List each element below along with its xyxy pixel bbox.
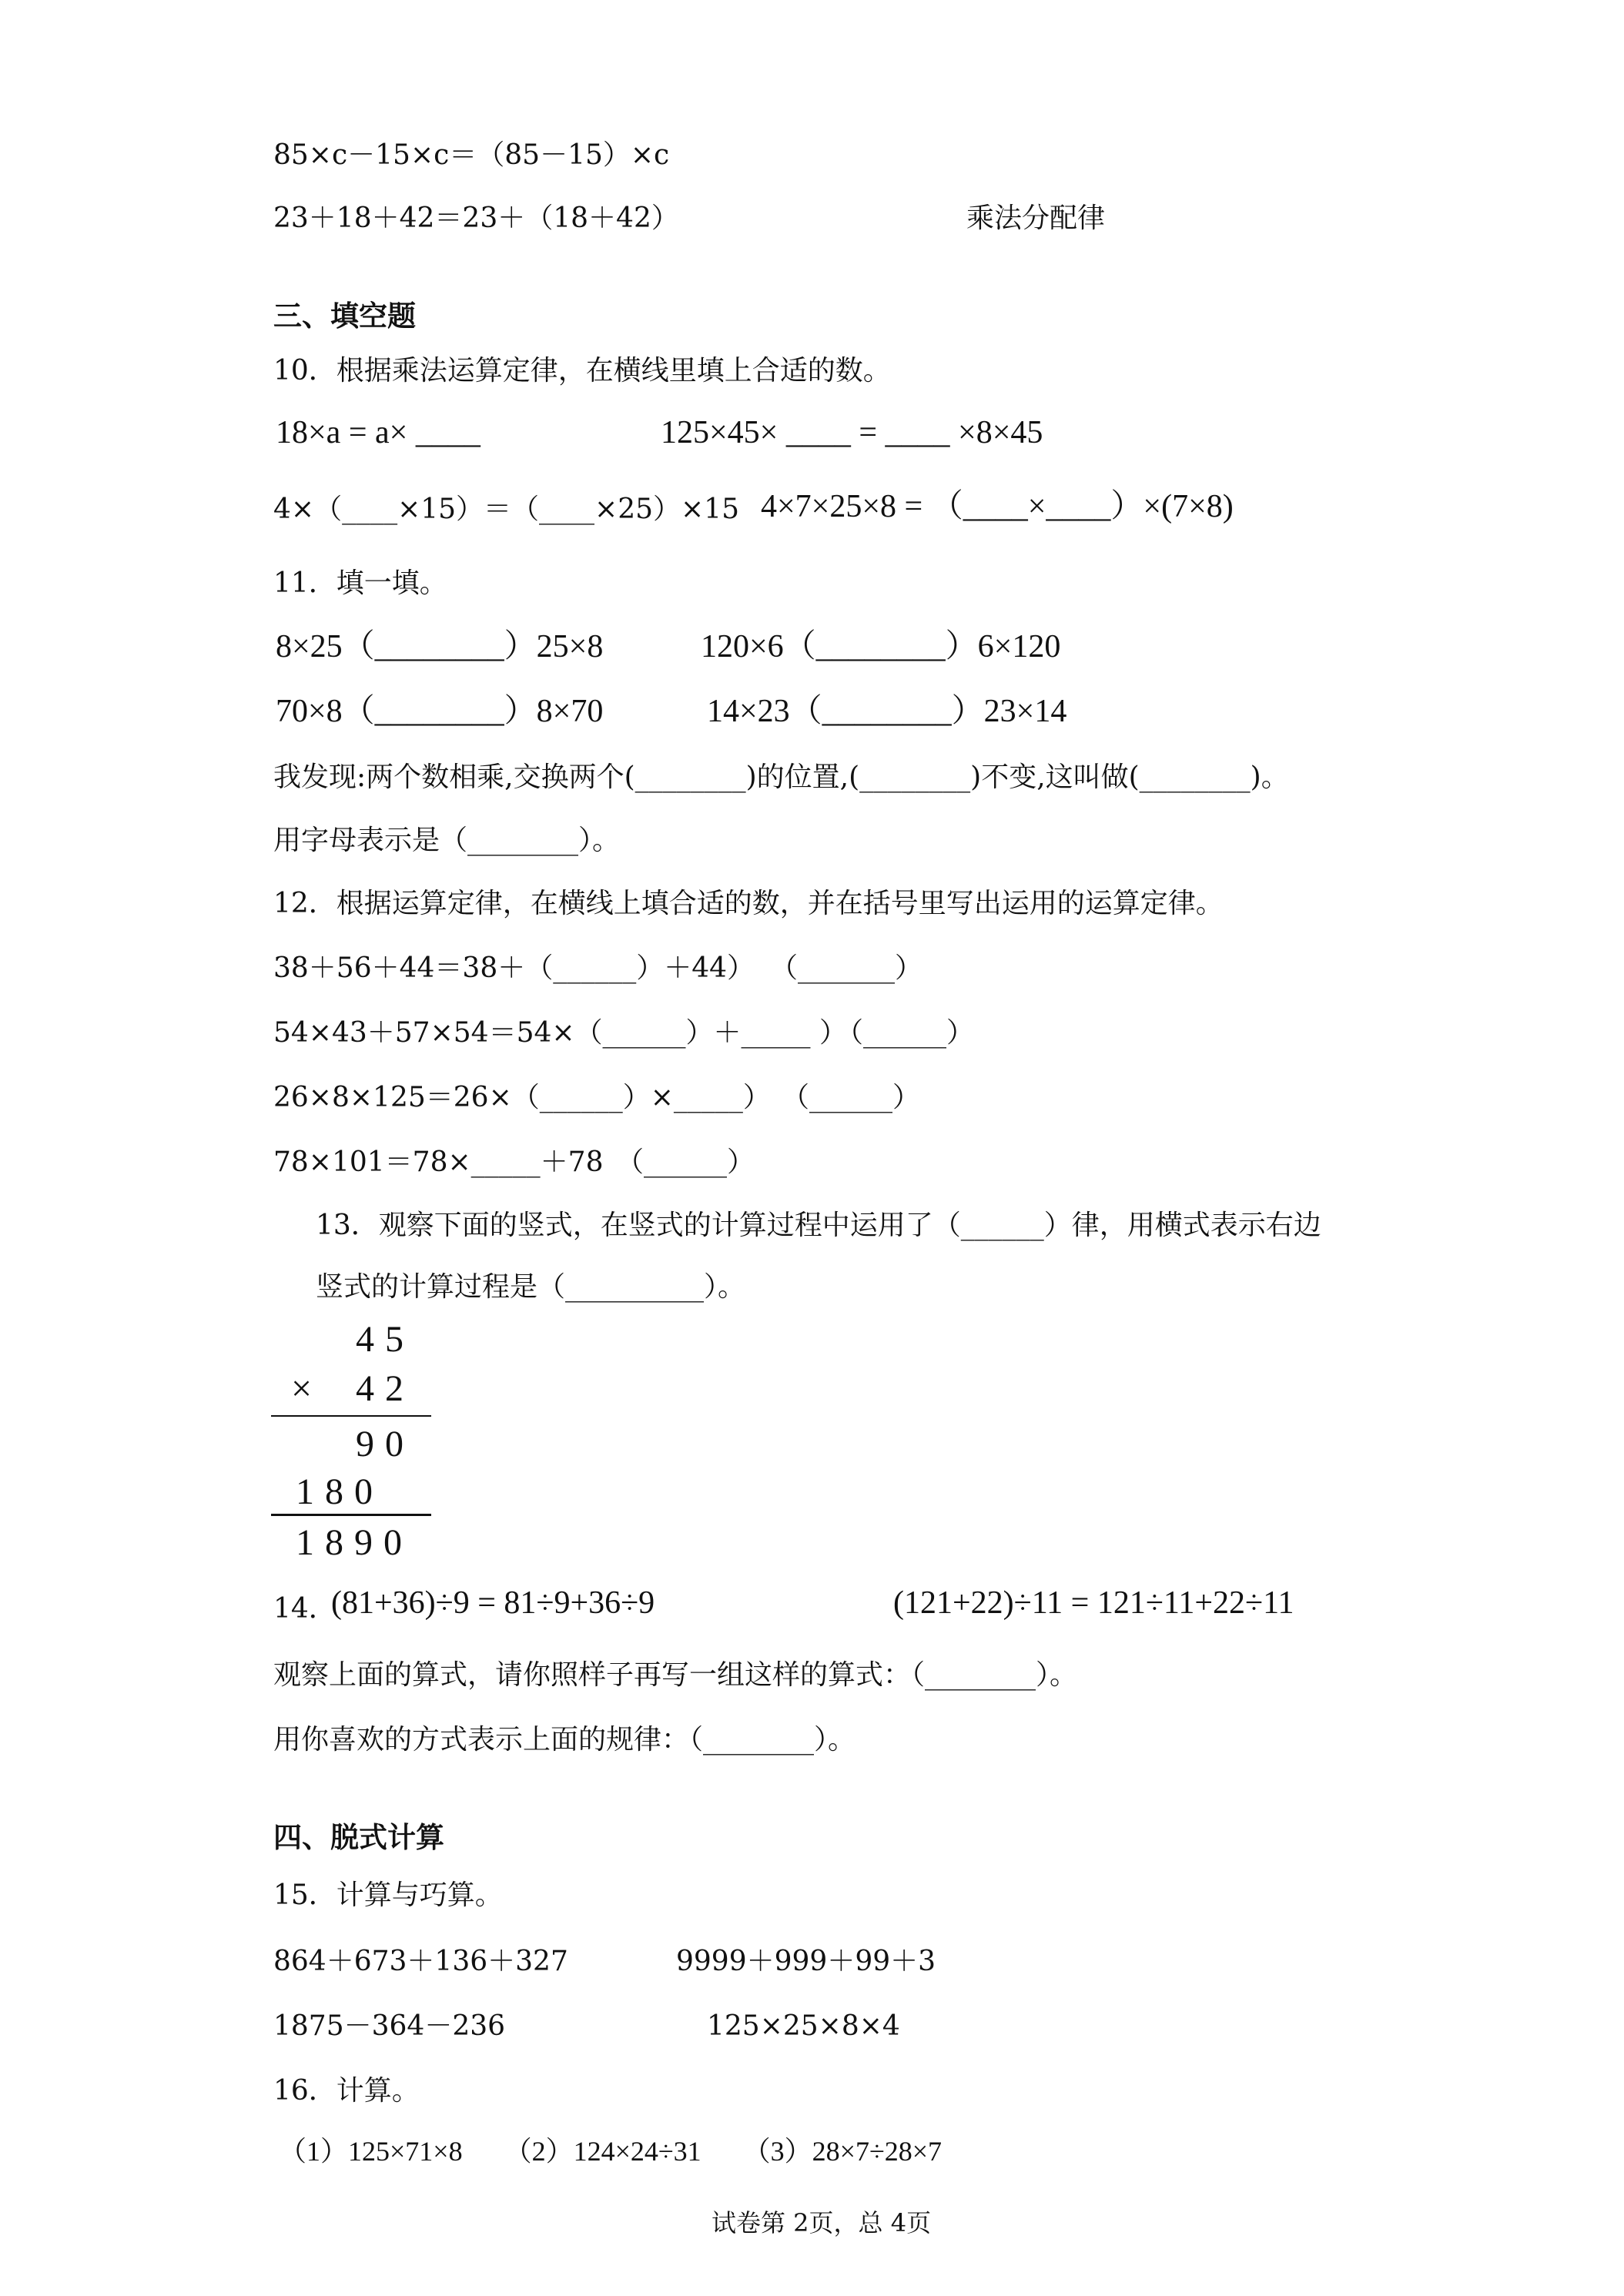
q11-letters: 用字母表示是（________）。 bbox=[273, 825, 621, 856]
vertical-multiplier: 42 bbox=[356, 1368, 414, 1409]
question-11-stem: 11．填一填。 bbox=[273, 567, 447, 599]
multiply-sign: × bbox=[291, 1368, 323, 1409]
vertical-rule-2 bbox=[271, 1514, 431, 1516]
question-16-stem: 16．计算。 bbox=[273, 2075, 420, 2107]
q14-equation-2: (121+22)÷11 = 121÷11+22÷11 bbox=[893, 1585, 1294, 1621]
q12-row1: 38＋56＋44＝38＋（______）＋44） bbox=[273, 952, 755, 984]
q14-equation-1: (81+36)÷9 = 81÷9+36÷9 bbox=[331, 1585, 655, 1621]
q12-row2-law: （______） bbox=[835, 1017, 975, 1049]
equation-associative: 23＋18＋42＝23＋（18＋42） bbox=[273, 202, 679, 234]
q15-item-d: 125×25×8×4 bbox=[707, 2010, 900, 2042]
question-12-stem: 12．根据运算定律，在横线上填合适的数，并在括号里写出运用的运算定律。 bbox=[273, 888, 1224, 919]
q15-item-c: 1875－364－236 bbox=[273, 2010, 506, 2042]
q14-ask-2: 用你喜欢的方式表示上面的规律：（________）。 bbox=[273, 1724, 856, 1755]
vertical-product: 1890 bbox=[296, 1522, 413, 1563]
question-13-stem-2: 竖式的计算过程是（__________）。 bbox=[316, 1271, 746, 1303]
q15-item-a: 864＋673＋136＋327 bbox=[273, 1946, 568, 1977]
vertical-multiplicand: 45 bbox=[356, 1319, 414, 1360]
page-footer: 试卷第 2页，总 4页 bbox=[712, 2208, 932, 2237]
q10-row1-right: 125×45× ____ = ____ ×8×45 bbox=[661, 415, 1043, 450]
q16-items: （1）125×71×8 （2）124×24÷31 （3）28×7÷28×7 bbox=[279, 2136, 943, 2167]
q15-item-b: 9999＋999＋99＋3 bbox=[676, 1946, 936, 1977]
q11-row2-left: 70×8（________）8×70 bbox=[276, 694, 604, 729]
q10-row1-left: 18×a = a× ____ bbox=[276, 415, 481, 450]
q10-row2-right: 4×7×25×8 = （____×____）×(7×8) bbox=[761, 489, 1234, 524]
section-title: 三、填空题 bbox=[273, 299, 416, 333]
vertical-partial-2: 180 bbox=[296, 1471, 383, 1512]
vertical-rule-1 bbox=[271, 1415, 431, 1417]
q11-row1-left: 8×25（________）25×8 bbox=[276, 629, 604, 664]
question-13-stem-1: 13．观察下面的竖式，在竖式的计算过程中运用了（______）律，用横式表示右边 bbox=[316, 1210, 1321, 1241]
q11-discovery: 我发现:两个数相乘,交换两个(________)的位置,(________)不变,这叫做(________)。 bbox=[273, 761, 1289, 793]
q12-row3-law: （______） bbox=[782, 1082, 921, 1113]
law-label: 乘法分配律 bbox=[966, 202, 1106, 234]
q12-row4: 78×101＝78×_____＋78 bbox=[273, 1146, 604, 1178]
q12-row1-law: （_______） bbox=[770, 952, 923, 984]
q12-row4-law: （______） bbox=[616, 1146, 755, 1178]
section-title: 四、脱式计算 bbox=[273, 1820, 444, 1854]
q12-row2: 54×43＋57×54＝54×（______）＋_____ ） bbox=[273, 1017, 847, 1049]
q11-row2-right: 14×23（________）23×14 bbox=[707, 694, 1067, 729]
equation-distributive: 85×c－15×c＝（85－15）×c bbox=[273, 139, 670, 171]
question-14-number: 14． bbox=[273, 1593, 337, 1625]
question-15-stem: 15．计算与巧算。 bbox=[273, 1879, 503, 1911]
q12-row3: 26×8×125＝26×（______）×_____） bbox=[273, 1082, 771, 1113]
vertical-partial-1: 90 bbox=[356, 1424, 414, 1464]
question-10-stem: 10．根据乘法运算定律，在横线里填上合适的数。 bbox=[273, 355, 891, 387]
q10-row2-left: 4×（____×15）＝（____×25）×15 bbox=[273, 494, 739, 525]
q14-ask-1: 观察上面的算式，请你照样子再写一组这样的算式：（________）。 bbox=[273, 1659, 1078, 1691]
q11-row1-right: 120×6（________）6×120 bbox=[701, 629, 1061, 664]
